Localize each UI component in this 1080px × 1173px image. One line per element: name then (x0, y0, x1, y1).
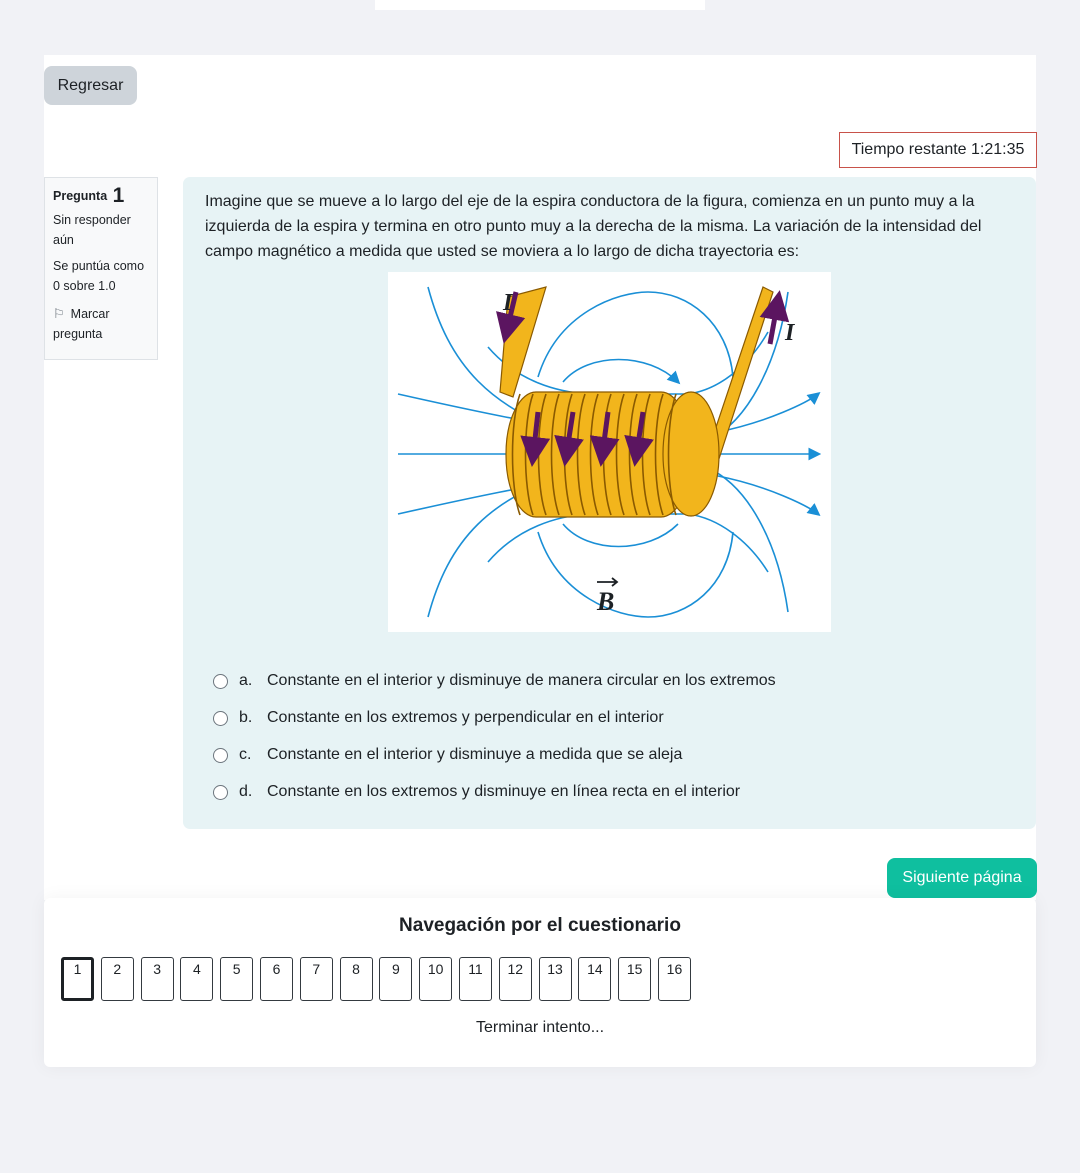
answer-option-a[interactable] (213, 662, 776, 699)
back-button[interactable]: Regresar (44, 66, 137, 105)
question-grade: Se puntúa como 0 sobre 1.0 (53, 259, 145, 293)
next-page-button[interactable]: Siguiente página (887, 858, 1037, 898)
timer-value: 1:21:35 (971, 141, 1025, 158)
answer-text: Constante en el interior y disminuye de manera circular en los extremos (267, 671, 776, 689)
finish-attempt-link[interactable]: Terminar intento... (475, 1019, 605, 1036)
answer-text: Constante en el interior y disminuye a medida que se aleja (267, 745, 683, 763)
question-nav-buttons (61, 957, 698, 1001)
radio-d[interactable] (213, 785, 228, 800)
nav-question-5[interactable]: 5 (220, 957, 253, 1001)
radio-a[interactable] (213, 674, 228, 689)
nav-question-6[interactable]: 6 (260, 957, 293, 1001)
quiz-card (44, 55, 1036, 900)
question-number: 1 (112, 184, 125, 207)
nav-question-7[interactable]: 7 (300, 957, 333, 1001)
timer-box (839, 132, 1037, 168)
question-label: Pregunta (53, 189, 108, 203)
answer-list (213, 662, 776, 810)
answer-option-d[interactable] (213, 773, 776, 810)
quiz-navigation (44, 898, 1036, 1067)
current-label-left: I (503, 290, 513, 316)
answer-letter: b. (239, 708, 253, 726)
question-status: Sin responder aún (53, 213, 131, 247)
navigation-title: Navegación por el cuestionario (399, 915, 681, 936)
answer-option-b[interactable] (213, 699, 776, 736)
answer-text: Constante en los extremos y disminuye en línea recta en el interior (267, 782, 741, 800)
vector-arrow-icon (597, 578, 617, 586)
flag-label: Marcar pregunta (53, 307, 110, 341)
nav-question-12[interactable]: 12 (499, 957, 532, 1001)
question-text: Imagine que se mueve a lo largo del eje de la espira conductora de la figura, comienza en un punto muy a la izquierda de la espira y termina en otro punto muy a la derecha de la misma. La variación de la intensidad del campo magnético a medida que usted se moviera a lo largo de dicha trayectoria es: (205, 193, 982, 260)
nav-question-15[interactable]: 15 (618, 957, 651, 1001)
answer-option-c[interactable] (213, 736, 776, 773)
page-header-cut (375, 0, 705, 10)
nav-question-16[interactable]: 16 (658, 957, 691, 1001)
answer-text: Constante en los extremos y perpendicular en el interior (267, 708, 664, 726)
question-title (53, 186, 149, 206)
radio-c[interactable] (213, 748, 228, 763)
nav-question-3[interactable]: 3 (141, 957, 174, 1001)
nav-question-4[interactable]: 4 (180, 957, 213, 1001)
answer-letter: a. (239, 671, 253, 689)
current-label-right: I (785, 320, 795, 346)
coil (500, 287, 773, 517)
answer-letter: c. (239, 745, 252, 763)
timer-label: Tiempo restante (851, 141, 967, 158)
nav-question-11[interactable]: 11 (459, 957, 492, 1001)
solenoid-diagram (388, 272, 831, 632)
radio-b[interactable] (213, 711, 228, 726)
flag-question-link[interactable] (53, 304, 149, 344)
flag-icon: ⚐ (53, 306, 65, 321)
nav-question-14[interactable]: 14 (578, 957, 611, 1001)
nav-question-9[interactable]: 9 (379, 957, 412, 1001)
nav-question-1[interactable]: 1 (61, 957, 94, 1001)
nav-question-2[interactable]: 2 (101, 957, 134, 1001)
nav-question-8[interactable]: 8 (340, 957, 373, 1001)
nav-question-10[interactable]: 10 (419, 957, 452, 1001)
answer-letter: d. (239, 782, 253, 800)
nav-question-13[interactable]: 13 (539, 957, 572, 1001)
question-info-panel (44, 177, 158, 360)
flag-row (53, 304, 149, 344)
field-label: B (597, 587, 615, 616)
solenoid-figure (388, 272, 831, 632)
question-content (183, 177, 1036, 829)
